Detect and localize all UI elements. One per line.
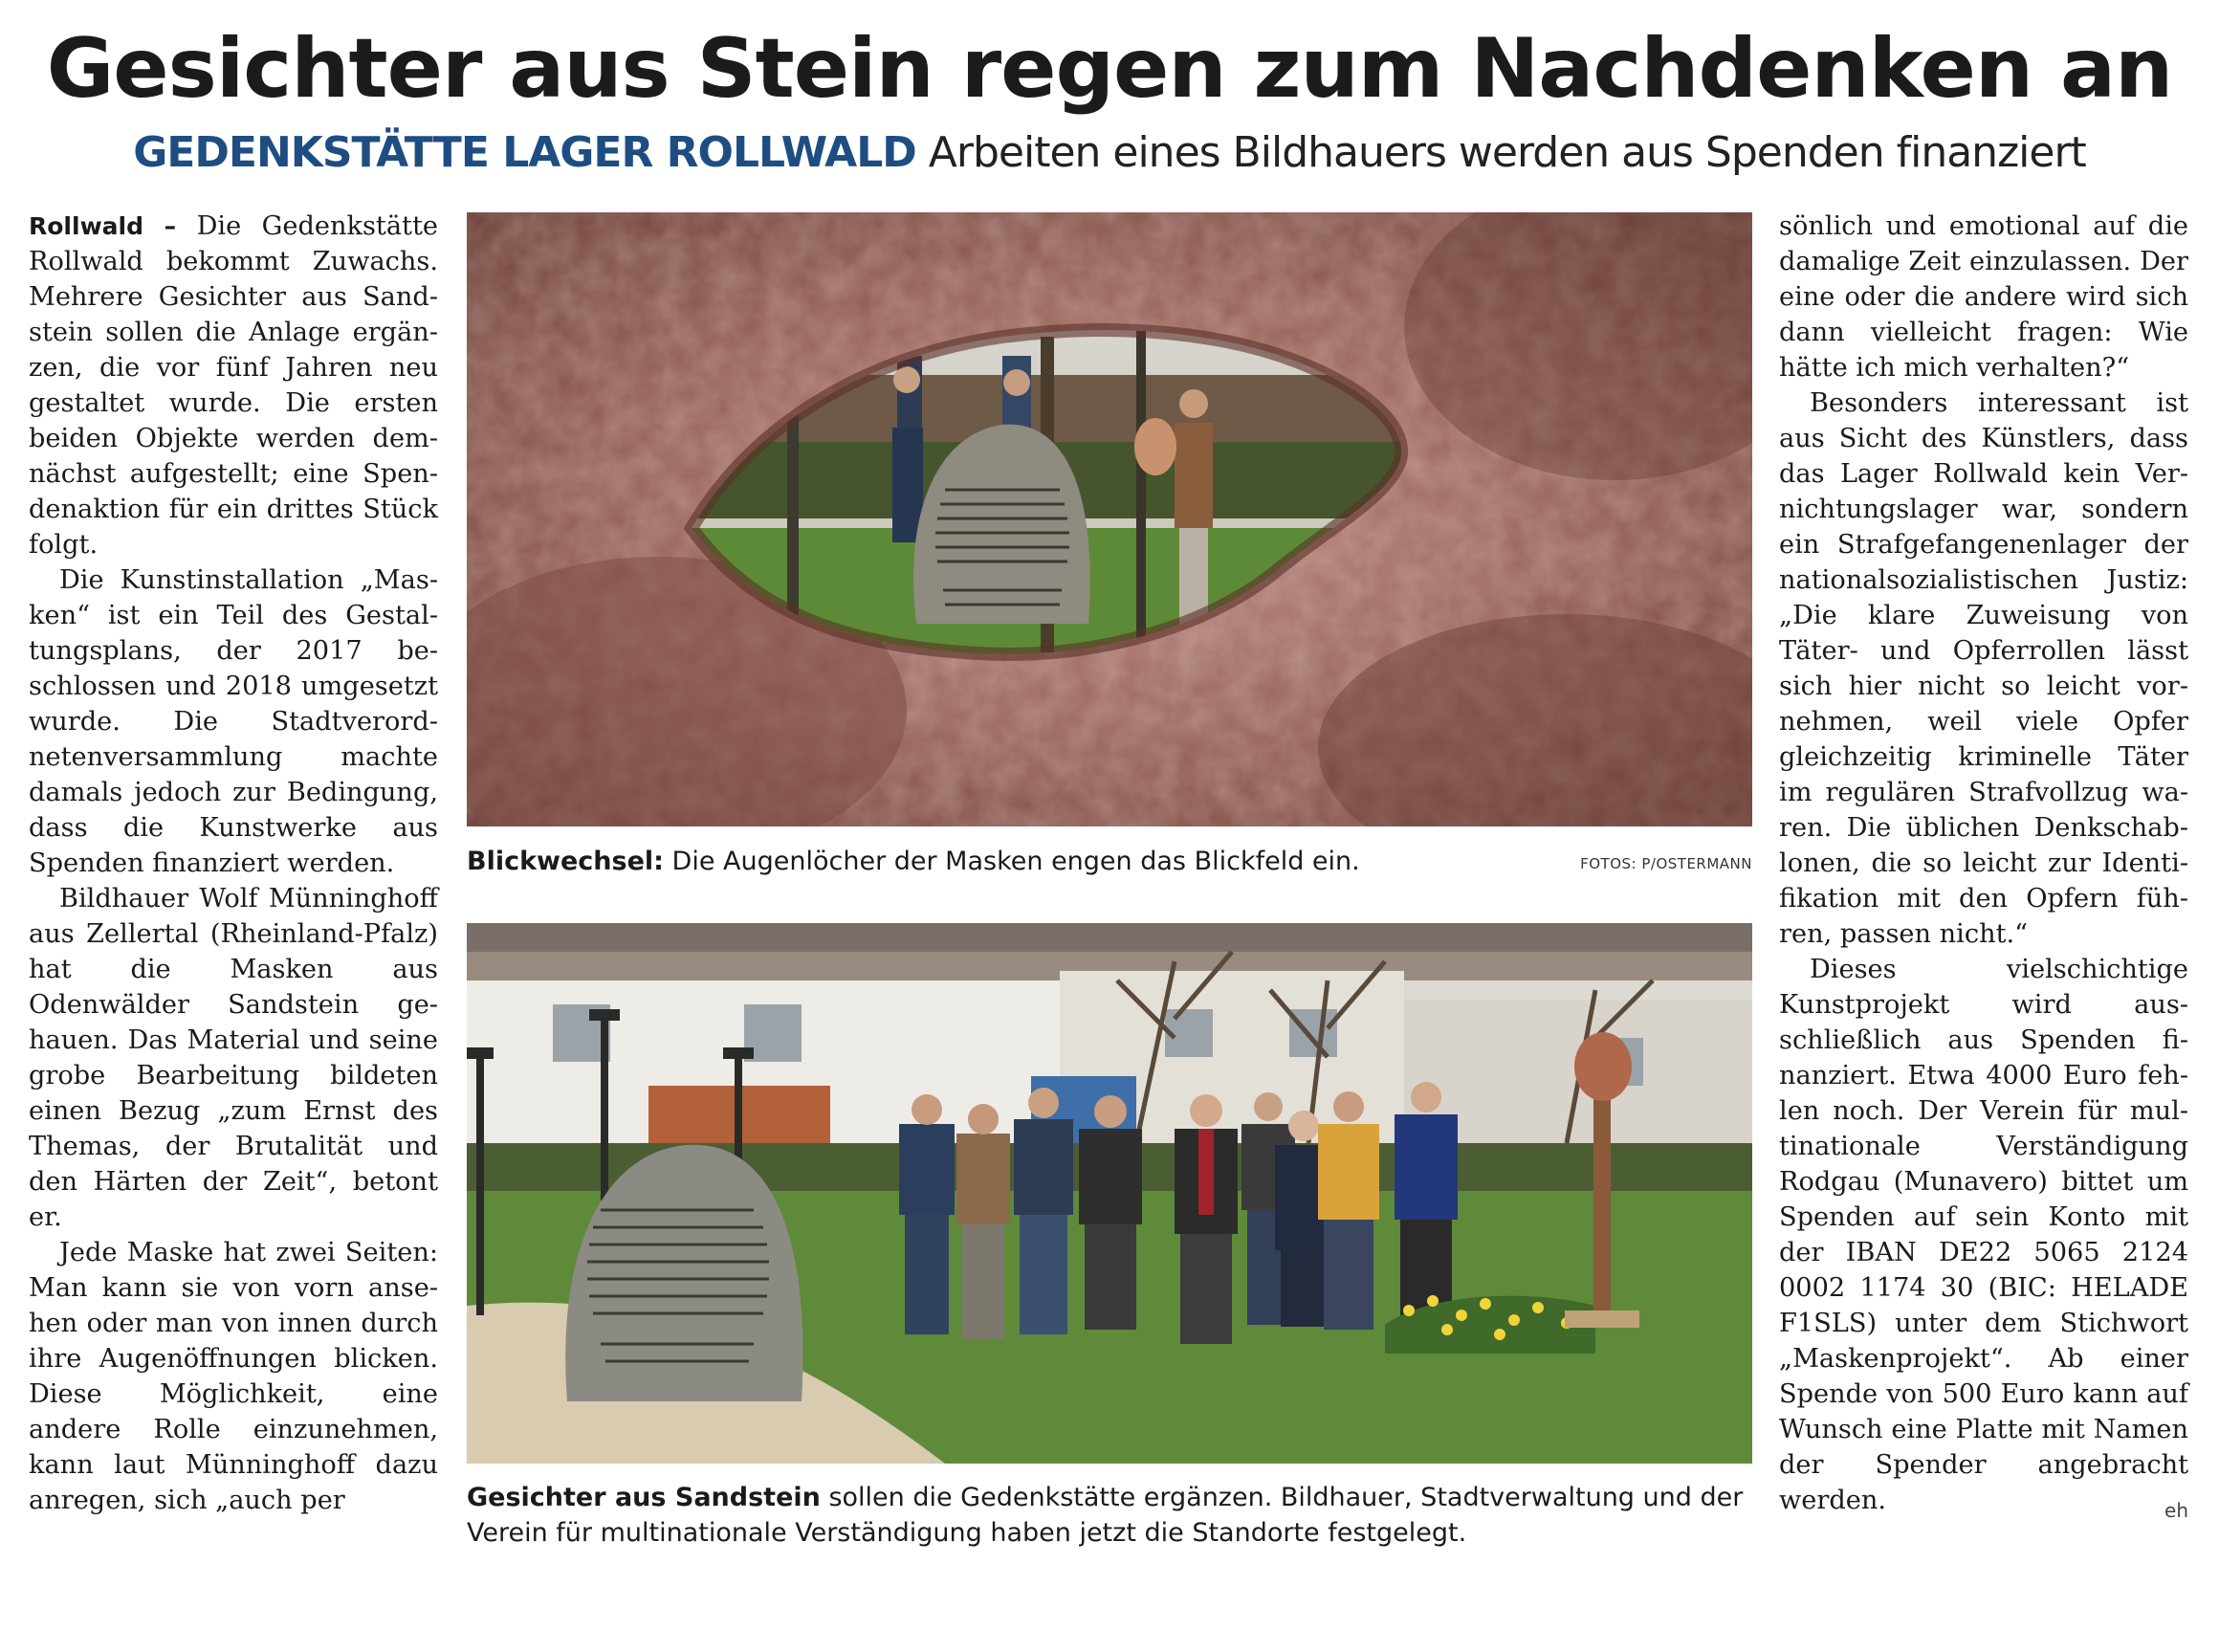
article-paragraph: Die Kunstinstallation „Masken“ ist ein Teil des Gestaltungsplans, der 2017 beschlossen und 2018 umgesetzt wurde. Die Stadtverordnetenversammlung machte damals jedoch zur Bedingung, dass die Kunstwerke aus Spenden finanziert werden.: [29, 565, 438, 878]
photo2-caption: [467, 1480, 1752, 1551]
photo-mask-eye-view-image: [467, 212, 1752, 826]
photo-group-memorial-image: [467, 923, 1752, 1464]
author-initials: eh: [2164, 1499, 2188, 1522]
subhead: Arbeiten eines Bildhauers werden aus Spenden finanziert: [928, 128, 2086, 177]
article-column-right: [1779, 209, 2188, 1520]
caption-lead: Blickwechsel:: [467, 847, 664, 876]
headline: Gesichter aus Stein regen zum Nachdenken an: [46, 21, 2173, 117]
photo-mask-eye-view: [467, 212, 1752, 826]
dateline: Rollwald –: [29, 212, 177, 240]
kicker: GEDENKSTÄTTE LAGER ROLLWALD: [133, 128, 916, 177]
subheadline: [0, 126, 2219, 180]
photo-credit: FOTOS: P/OSTERMANN: [1580, 855, 1752, 872]
article-paragraph: Besonders interessant ist aus Sicht des Künstlers, dass das Lager Rollwald kein Vernichtungslager war, sondern ein Strafgefangenenlager der nationalsozialistischen Justiz: „Die klare Zuweisung von Täter- und Opferrollen lässt sich hier nicht so leicht vornehmen, weil viele Opfer gleichzeitig kriminelle Täter im regulären Strafvollzug waren. Die üblichen Denkschablonen, die so leicht zur Identifikation mit den Opfern führen, passen nicht.“: [1779, 388, 2188, 949]
caption-text: Die Augenlöcher der Masken engen das Blickfeld ein.: [663, 847, 1360, 876]
photo1-caption: [467, 844, 1752, 879]
photo-group-memorial: [467, 923, 1752, 1464]
article-paragraph: Jede Maske hat zwei Seiten: Man kann sie von vorn ansehen oder man von innen durch ihre Augenöffnungen blicken. Diese Möglichkeit, eine andere Rolle einzunehmen, kann laut Münninghoff dazu anregen, sich „auch per: [29, 1238, 438, 1515]
article-paragraph: Bildhauer Wolf Münninghoff aus Zellertal (Rheinland-Pfalz) hat die Masken aus Odenwälder Sandstein gehauen. Das Material und seine grobe Bearbeitung bildeten einen Bezug „zum Ernst des Themas, der Brutalität und den Härten der Zeit“, betont er.: [29, 884, 438, 1232]
article-paragraph: sönlich und emotional auf die damalige Zeit einzulassen. Der eine oder die andere wird sich dann vielleicht fragen: Wie hätte ich mich verhalten?“: [1779, 211, 2188, 383]
caption-text: sollen die Gedenkstätte ergänzen. Bildhauer, Stadtverwaltung und der Verein für multinationale Verständigung haben jetzt die Standorte festgelegt.: [467, 1483, 1744, 1548]
article-paragraph: Dieses vielschichtige Kunstprojekt wird ausschließlich aus Spenden finanziert. Etwa 4000 Euro fehlen noch. Der Verein für multinationale Verständigung Rodgau (Munavero) bittet um Spenden auf sein Konto mit der IBAN DE22 5065 2124 0002 1174 30 (BIC: HELADE F1SLS) unter dem Stichwort „Maskenprojekt“. Ab einer Spende von 500 Euro kann auf Wunsch eine Platte mit Namen der Spender angebracht werden.: [1779, 955, 2188, 1515]
paragraph-text: Die Gedenkstätte Rollwald bekommt Zuwachs. Mehrere Gesichter aus Sandstein sollen die Anlage ergänzen, die vor fünf Jahren neu gestaltet wurde. Die ersten beiden Objekte werden demnächst aufgestellt; eine Spendenaktion für ein drittes Stück folgt.: [29, 211, 438, 560]
article-column-left: [29, 209, 438, 1518]
article-paragraph: [29, 209, 438, 562]
caption-lead: Gesichter aus Sandstein: [467, 1483, 821, 1512]
